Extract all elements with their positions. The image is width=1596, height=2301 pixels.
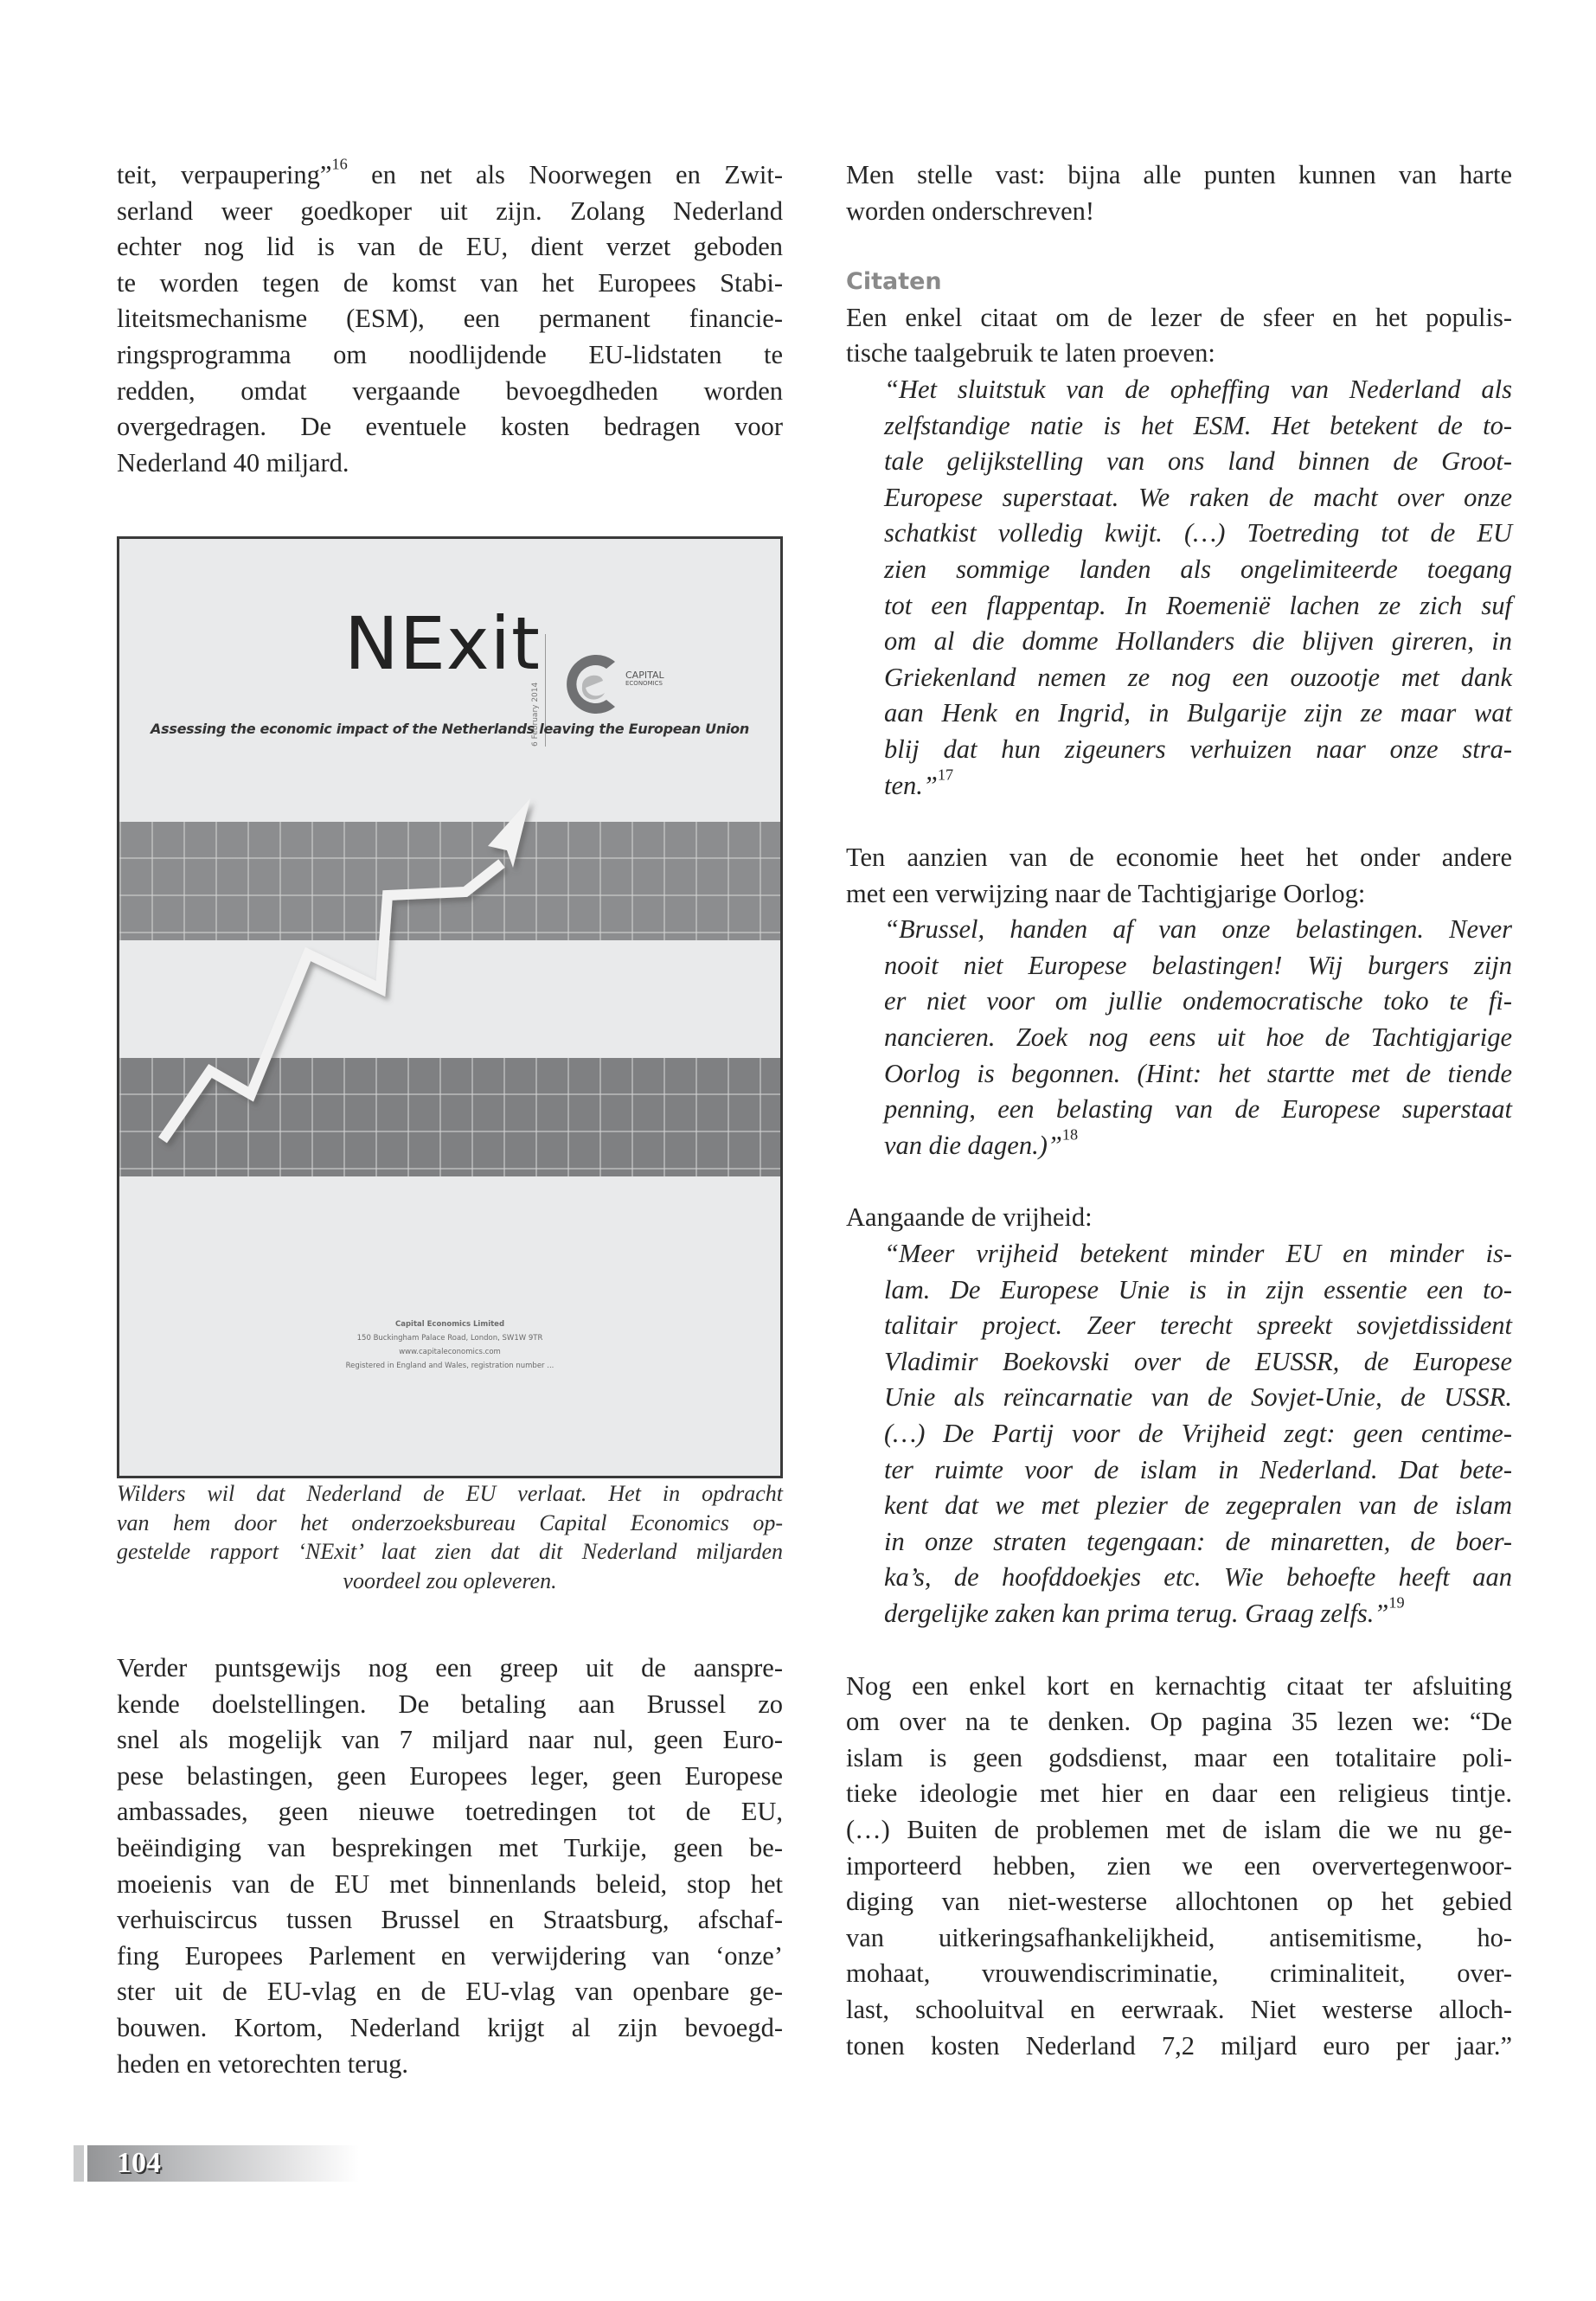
- paragraph-economy-intro: Ten aanzien van de economie heet het onder andere met een verwijzing naar de Tachtigjarige Oorlog:: [846, 843, 1512, 908]
- rising-arrow-icon: [119, 798, 780, 1196]
- paragraph-final-quote: Nog een enkel kort en kernachtig citaat ter afsluiting om over na te denken. Op pagina 35 lezen we: “De islam is geen godsdienst, maar een totalitaire poli- tieke ideologie met hier en daar een religieus tintje. (…) Buiten de problemen met de islam die we nu ge- importeerd hebben, zien we een oververtegenwoor- diging van niet-westerse allochtonen op het gebied van uitkeringsafhankelijkheid, antisemitisme, ho- mohaat, vrouwendiscriminatie, criminaliteit, over- last, schooluitval en eerwraak. Niet westerse alloch- tonen kosten Nederland 7,2 miljard euro per jaar.”: [846, 1670, 1512, 2061]
- quote-freedom: “Meer vrijheid betekent minder EU en minder is- lam. De Europese Unie is in zijn essentie een to- talitair project. Zeer terecht spreekt sovjetdissident Vladimir Boekovski over de EUSSR, de Europese Unie als reïncarnatie van de Sovjet-Unie, de USSR. (…) De Partij voor de Vrijheid zegt: geen centime- ter ruimte voor de islam in Nederland. Dat bete- kent dat we met plezier de zegepralen van de islam in onze straten tegengaan: de minaretten, de boer- ka’s, de hoofddoekjes etc. Wie behoefte heeft aan dergelijke zaken kan prima terug. Graag zelfs.”$^{19}$: [884, 1239, 1512, 1628]
- paragraph-eu-exit: teit, verpaupering”$^{16}$ en net als Noorwegen en Zwit- serland weer goedkoper uit zijn. Zolang Nederland echter nog lid is van de EU, dient verzet geboden te worden tegen de komst van het Europees Stabi- liteitsmechanisme (ESM), een permanent financie- ringsprogramma om noodlijdende EU-lidstaten te redden, omdat vergaande bevoegdheden worden overgedragen. De eventuele kosten bedragen voor Nederland 40 miljard.: [117, 155, 784, 478]
- cover-footer: Capital Economics Limited 150 Buckingham Palace Road, London, SW1W 9TR www.capitaleconomics.com Registered in England and Wales, registration number ...: [345, 1320, 554, 1370]
- page-number: 104: [117, 2147, 161, 2179]
- paragraph-freedom-intro: Aangaande de vrijheid:: [846, 1202, 1093, 1233]
- paragraph-intro-quotes: Een enkel citaat om de lezer de sfeer en het populis- tische taalgebruik te laten proeven:: [846, 302, 1512, 369]
- footnote-ref-17[interactable]: 17: [937, 766, 954, 784]
- paragraph-goals: Verder puntsgewijs nog een greep uit de aanspre- kende doelstellingen. De betaling aan Brussel zo snel als mogelijk van 7 miljard naar nul, geen Euro- pese belastingen, geen Europees leger, geen Europese ambassades, geen nieuwe toetredingen tot de EU, beëindiging van besprekingen met Turkije, geen be- moeienis van de EU met binnenlands beleid, stop het verhuiscircus tussen Brussel en Straatsburg, afschaf- fing Europees Parlement en verwijdering van ‘onze’ ster uit de EU-vlag en de EU-vlag van openbare ge- bouwen. Kortom, Nederland krijgt al zijn bevoegd- heden en vetorechten terug.: [117, 1653, 783, 2079]
- cover-date: 6 February 2014: [531, 634, 546, 747]
- capital-economics-logo-icon: [556, 650, 625, 719]
- figure-nexit-report-cover: [117, 536, 783, 1478]
- footnote-ref-19[interactable]: 19: [1388, 1593, 1405, 1612]
- logo-text: CAPITAL ECONOMICS: [625, 670, 664, 687]
- quote-esm: “Het sluitstuk van de opheffing van Nederland als zelfstandige natie is het ESM. Het betekent de to- tale gelijkstelling van ons land binnen de Groot- Europese superstaat. We raken de macht over onze schatkist volledig kwijt. (…) Toetreding tot de EU zien sommige landen als ongelimiteerde toegang tot een flappentap. In Roemenië lachen ze zich suf om al die domme Hollanders die blijven gireren, in Griekenland nemen ze nog een ouzootje met dank aan Henk en Ingrid, in Bulgarije zijn ze maar wat blij dat hun zigeuners verhuizen naar onze stra- ten.”$^{17}$: [884, 374, 1512, 800]
- cover-subtitle: Assessing the economic impact of the Netherlands leaving the European Union: [151, 721, 749, 737]
- right-column: [846, 157, 1512, 2064]
- paragraph-agree: Men stelle vast: bijna alle punten kunnen van harte worden onderschreven!: [846, 160, 1512, 226]
- figure-caption: Wilders wil dat Nederland de EU verlaat. Het in opdracht van hem door het onderzoeksbureau Capital Economics op- gestelde rapport ‘NExit’ laat zien dat dit Nederland miljarden voordeel zou opleveren.: [117, 1481, 783, 1593]
- left-column: [117, 157, 783, 481]
- left-column-bottom: [117, 1650, 783, 2082]
- section-heading-citaten: Citaten: [846, 268, 942, 296]
- quote-taxes: “Brussel, handen af van onze belastingen. Never nooit niet Europese belastingen! Wij burgers zijn er niet voor om jullie ondemocratische toko te fi- nancieren. Zoek nog eens uit hoe de Tachtigjarige Oorlog is begonnen. (Hint: het startte met de tiende penning, een belasting van de Europese superstaat van die dagen.)”$^{18}$: [884, 914, 1512, 1160]
- footnote-ref-16[interactable]: 16: [331, 155, 348, 173]
- page-number-strip: [74, 2145, 84, 2182]
- footnote-ref-18[interactable]: 18: [1061, 1125, 1079, 1144]
- cover-title: NExit: [344, 601, 541, 686]
